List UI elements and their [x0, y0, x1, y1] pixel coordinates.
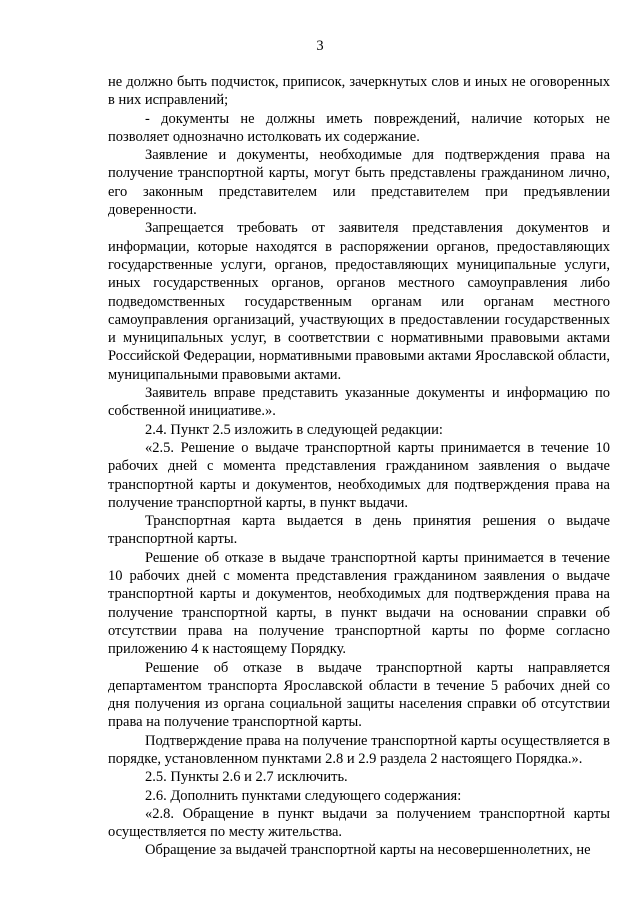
paragraph-5: Заявитель вправе представить указанные документы и информацию по собственной инициативе.». [108, 385, 610, 420]
paragraph-9: Решение об отказе в выдаче транспортной карты принимается в течение 10 рабочих дней с момента представления гражданином заявления о выдаче транспортной карты и документов, необходимых для подтверждения права на получение транспортной карты, в пункт выдачи на основании справки об отсутствии права на получение транспортной карты по форме согласно приложению 4 к настоящему Порядку. [108, 549, 610, 658]
paragraph-6: 2.4. Пункт 2.5 изложить в следующей редакции: [145, 421, 443, 438]
paragraph-11: Подтверждение права на получение транспортной карты осуществляется в порядке, установленном пунктами 2.8 и 2.9 раздела 2 настоящего Порядка.». [108, 732, 610, 767]
paragraph-12: 2.5. Пункты 2.6 и 2.7 исключить. [145, 769, 348, 786]
paragraph-4: Запрещается требовать от заявителя представления документов и информации, которые находятся в распоряжении органов, предоставляющих государственные услуги, органов, предоставляющих муниципальные услуги, иных государственных органов, органов местного самоуправления либо подведомственных государственным органам или органам местного самоуправления организаций, участвующих в предоставлении государственных и муниципальных услуг, в соответствии с нормативными правовыми актами Российской Федерации, нормативными правовыми актами Ярославской области, муниципальными правовыми актами. [108, 220, 610, 383]
paragraph-15: Обращение за выдачей транспортной карты на несовершеннолетних, не [145, 842, 591, 859]
paragraph-10: Решение об отказе в выдаче транспортной карты направляется департаментом транспорта Ярославской области в течение 5 рабочих дней со дня получения из органа социальной защиты населения справки об отсутствии права на получение транспортной карты. [108, 659, 610, 731]
paragraph-14: «2.8. Обращение в пункт выдачи за получением транспортной карты осуществляется по месту жительства. [108, 805, 610, 841]
paragraph-2: - документы не должны иметь повреждений, наличие которых не позволяет однозначно истолковать их содержание. [108, 110, 610, 145]
page-number: 3 [316, 38, 324, 54]
paragraph-13: 2.6. Дополнить пунктами следующего содержания: [145, 787, 462, 804]
paragraph-7: «2.5. Решение о выдаче транспортной карты принимается в течение 10 рабочих дней с момента представления гражданином заявления о выдаче транспортной карты и документов, необходимых для подтверждения права на получение транспортной карты, в пункт выдачи. [108, 439, 610, 511]
document-body [108, 73, 610, 860]
paragraph-8: Транспортная карта выдается в день принятия решения о выдаче транспортной карты. [108, 513, 610, 548]
paragraph-3: Заявление и документы, необходимые для подтверждения права на получение транспортной карты, могут быть представлены гражданином лично, его законным представителем или представителем при предъявлении доверенности. [108, 147, 610, 219]
paragraph-1: не должно быть подчисток, приписок, зачеркнутых слов и иных не оговоренных в них исправлений; [108, 74, 610, 109]
